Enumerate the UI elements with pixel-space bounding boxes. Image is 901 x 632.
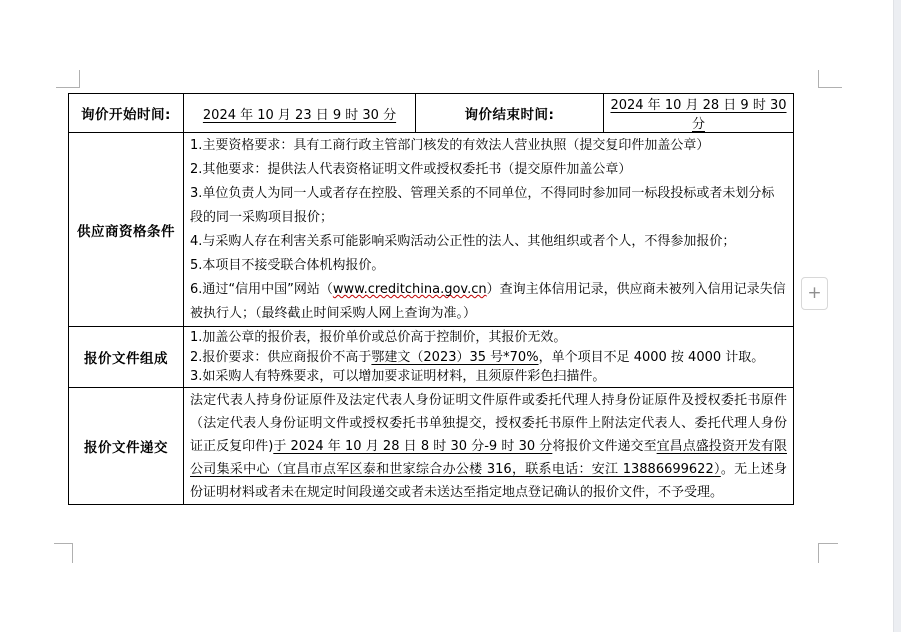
quotation-submission-content[interactable] [184, 388, 794, 505]
inquiry-start-value-cell[interactable] [184, 94, 416, 133]
inquiry-end-value-cell[interactable] [604, 94, 794, 133]
text-segment: 将报价文件递交至 [552, 439, 657, 454]
text-boundary-mark-bottom-left [54, 543, 73, 563]
table-text-line [190, 254, 787, 278]
table-text-line [190, 278, 787, 326]
text-segment: 鄂建文（2023）35 号*70% [371, 349, 539, 365]
row-header-supplier-qualification[interactable]: 供应商资格条件 [69, 133, 184, 327]
spellcheck-flagged-text: www.creditchina.gov.cn [332, 282, 487, 297]
text-segment: ）查询主体信用记录，供应商未被列入信用记录失信被执行人；（最终截止时间采购人网上查询为准。） [190, 282, 786, 321]
quotation-composition-content[interactable] [184, 327, 794, 388]
text-segment: 3.如采购人有特殊要求，可以增加要求证明材料，且须原件彩色扫描件。 [190, 369, 606, 384]
text-segment: 2.其他要求：提供法人代表资格证明文件或授权委托书（提交原件加盖公章） [190, 162, 632, 177]
table-text-line [190, 182, 787, 230]
text-segment: 1.主要资格要求：具有工商行政主管部门核发的有效法人营业执照（提交复印件加盖公章） [190, 138, 710, 153]
scrollbar-track[interactable] [893, 0, 901, 632]
table-text-line [190, 134, 787, 158]
table-row [69, 94, 794, 133]
inquiry-end-value: 2024 年 10 月 28 日 9 时 30 分 [610, 98, 787, 132]
table-row [69, 388, 794, 505]
plus-button[interactable]: + [801, 277, 828, 310]
table-row [69, 327, 794, 388]
table-row [69, 133, 794, 327]
table-text-line [190, 328, 787, 348]
table-text-line [190, 389, 787, 504]
table-text-line [190, 158, 787, 182]
text-segment: 1.加盖公章的报价表，报价单价或总价高于控制价，其报价无效。 [190, 330, 567, 345]
row-header-quotation-submission[interactable]: 报价文件递交 [69, 388, 184, 505]
text-segment: 2.报价要求：供应商报价不高于 [190, 349, 372, 365]
row-header-quotation-composition[interactable]: 报价文件组成 [69, 327, 184, 388]
text-segment: 4.与采购人存在利害关系可能影响采购活动公正性的法人、其他组织或者个人，不得参加报价； [190, 234, 736, 249]
text-segment: 于 2024 年 10 月 28 日 8 时 30 分-9 时 30 分 [273, 439, 553, 454]
text-segment: 3.单位负责人为同一人或者存在控股、管理关系的不同单位，不得同时参加同一标段投标或者未划分标段的同一采购项目报价； [190, 186, 775, 225]
inquiry-start-label[interactable]: 询价开始时间: [69, 94, 184, 133]
inquiry-table [68, 93, 794, 505]
text-boundary-mark-bottom-right [818, 543, 838, 563]
table-text-line [190, 367, 787, 387]
text-segment: 6.通过“信用中国”网站（ [190, 282, 333, 297]
text-segment: ，单个项目不足 4000 按 4000 计取。 [538, 349, 765, 365]
text-boundary-mark-top-left [56, 70, 80, 88]
text-segment: 5.本项目不接受联合体机构报价。 [190, 258, 385, 273]
inquiry-end-label[interactable]: 询价结束时间: [416, 94, 604, 133]
table-text-line [190, 230, 787, 254]
inquiry-start-value: 2024 年 10 月 23 日 9 时 30 分 [202, 107, 397, 123]
supplier-qualification-content[interactable] [184, 133, 794, 327]
table-text-line [190, 348, 787, 368]
text-boundary-mark-top-right [818, 70, 842, 88]
text-segment: 宜昌点盛投资开发有限公司集采中心（宜昌市点军区泰和世家综合办公楼 316，联系电话：安江 13886699622） [190, 439, 787, 477]
text-segment: 。无上述身份证明材料或者未在规定时间段递交或者未送达至指定地点登记确认的报价文件，不予受理。 [190, 462, 787, 500]
text-segment: 法定代表人持身份证原件及法定代表人身份证明文件原件或委托代理人持身份证原件及授权委托书原件（法定代表人身份证明文件或授权委托书单独提交，授权委托书原件上附法定代表人、委托代理人身份证正反复印件) [190, 393, 787, 454]
